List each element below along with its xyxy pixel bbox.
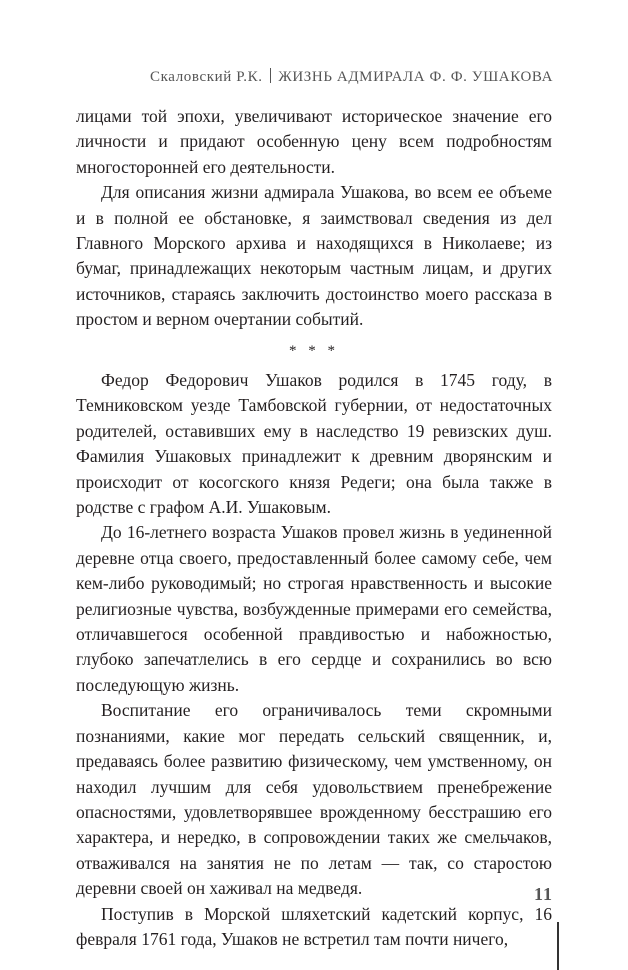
section-separator: * * *	[289, 343, 339, 359]
page-number: 11	[533, 884, 553, 904]
paragraph: До 16-летнего возраста Ушаков провел жизнь в уединенной деревне отца своего, предоставленный более самому себе, чем кем-либо руководимый; но строгая нравственность и высокие религиозные чувства, возбужденные примерами его семейства, отличавшегося особенной правдивостью и набожностью, глубоко запечатлелись в его сердце и сохранились во всю последующую жизнь.	[76, 522, 552, 695]
paragraph: Для описания жизни адмирала Ушакова, во всем ее объеме и в полной ее обстановке, я заимствовал сведения из дел Главного Морского архива и находящихся в Николаеве; из бумаг, принадлежащих некоторым частным лицам, и других источников, стараясь заключить достоинство моего рассказа в простом и верном очертании событий.	[76, 182, 552, 330]
header-author: Скаловский Р.К.	[150, 69, 263, 85]
running-header	[0, 68, 553, 86]
text-block-biography	[76, 368, 552, 952]
paragraph: Воспитание его ограничивалось теми скромными познаниями, какие мог передать сельский священник, и, предаваясь более развитию физическому, чем умственному, он находил лучшим для себя удовольствием пренебрежение опасностями, удовлетворявшее врожденному бесстрашию его характера, и нередко, в сопровождении таких же смельчаков, отваживался на занятия не по летам — так, со старостою деревни своей он хаживал на медведя.	[76, 700, 552, 899]
paragraph: Федор Федорович Ушаков родился в 1745 году, в Темниковском уезде Тамбовской губернии, от недостаточных родителей, оставивших ему в наследство 19 ревизских душ. Фамилия Ушаковых принадлежит к древним дворянским и происходит от косогского князя Редеги; она была также в родстве с графом А.И. Ушаковым.	[76, 370, 552, 518]
text-block-intro	[76, 104, 552, 333]
paragraph: Поступив в Морской шляхетский кадетский корпус, 16 февраля 1761 года, Ушаков не встретил там почти ничего,	[76, 903, 552, 949]
page-edge-rule	[557, 922, 559, 970]
header-book-title: ЖИЗНЬ АДМИРАЛА Ф. Ф. УШАКОВА	[278, 69, 553, 85]
paragraph: лицами той эпохи, увеличивают историческое значение его личности и придают особенную цену всем подробностям многосторонней его деятельности.	[76, 106, 552, 177]
header-separator	[270, 68, 271, 83]
